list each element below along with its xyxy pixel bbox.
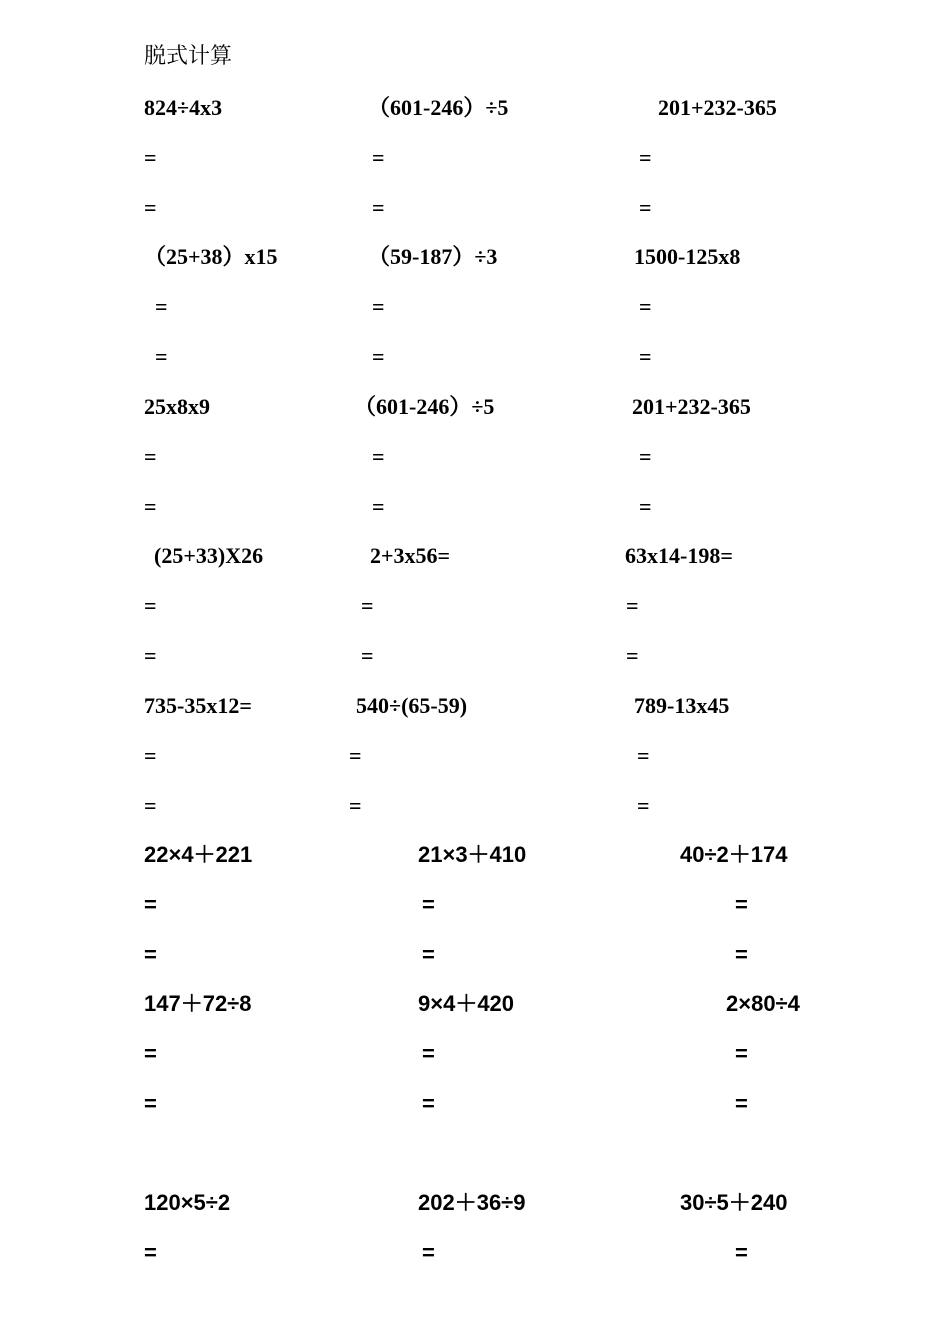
answer-line-equals: = <box>372 294 385 319</box>
answer-line-equals: = <box>372 145 385 170</box>
answer-line-equals: = <box>639 444 652 469</box>
problem-expression: 201+232-365 <box>658 95 777 120</box>
answer-line-equals: = <box>422 1240 435 1265</box>
problem-expression: 147＋72÷8 <box>144 991 252 1016</box>
problem-expression: 824÷4x3 <box>144 95 223 120</box>
answer-line-equals: = <box>372 444 385 469</box>
answer-line-equals: = <box>735 942 748 967</box>
answer-line-equals: = <box>735 1041 748 1066</box>
problem-expression: 202＋36÷9 <box>418 1190 526 1215</box>
answer-line-equals: = <box>144 942 157 967</box>
problem-expression: （601-246）÷5 <box>368 95 509 120</box>
page-title: 脱式计算 <box>144 44 233 69</box>
answer-line-equals: = <box>144 195 157 220</box>
answer-line-equals: = <box>626 643 639 668</box>
problem-expression: （59-187）÷3 <box>368 244 498 269</box>
problem-expression: 9×4＋420 <box>418 991 515 1016</box>
problem-expression: 1500-125x8 <box>634 244 741 269</box>
answer-line-equals: = <box>372 494 385 519</box>
problem-expression: 2×80÷4 <box>726 991 800 1016</box>
answer-line-equals: = <box>735 1091 748 1116</box>
answer-line-equals: = <box>144 145 157 170</box>
answer-line-equals: = <box>144 793 157 818</box>
problem-expression: （25+38）x15 <box>144 244 278 269</box>
problem-expression: 30÷5＋240 <box>680 1190 788 1215</box>
answer-line-equals: = <box>637 793 650 818</box>
problem-expression: 789-13x45 <box>634 693 730 718</box>
problem-expression: 21×3＋410 <box>418 842 527 867</box>
problem-expression: 22×4＋221 <box>144 842 253 867</box>
problem-expression: 735-35x12= <box>144 693 252 718</box>
answer-line-equals: = <box>422 942 435 967</box>
problem-expression: 63x14-198= <box>625 543 733 568</box>
answer-line-equals: = <box>349 743 362 768</box>
answer-line-equals: = <box>144 593 157 618</box>
answer-line-equals: = <box>639 294 652 319</box>
answer-line-equals: = <box>639 344 652 369</box>
answer-line-equals: = <box>422 892 435 917</box>
answer-line-equals: = <box>144 892 157 917</box>
answer-line-equals: = <box>155 294 168 319</box>
answer-line-equals: = <box>422 1091 435 1116</box>
answer-line-equals: = <box>361 593 374 618</box>
answer-line-equals: = <box>144 1041 157 1066</box>
answer-line-equals: = <box>637 743 650 768</box>
answer-line-equals: = <box>144 743 157 768</box>
problem-expression: 2+3x56= <box>370 543 451 568</box>
answer-line-equals: = <box>639 494 652 519</box>
problem-expression: 540÷(65-59) <box>356 693 468 718</box>
problem-expression: 25x8x9 <box>144 394 210 419</box>
problem-expression: 120×5÷2 <box>144 1190 231 1215</box>
problem-expression: 201+232-365 <box>632 394 751 419</box>
answer-line-equals: = <box>639 145 652 170</box>
answer-line-equals: = <box>144 1091 157 1116</box>
answer-line-equals: = <box>144 444 157 469</box>
answer-line-equals: = <box>144 494 157 519</box>
problem-expression: 40÷2＋174 <box>680 842 788 867</box>
answer-line-equals: = <box>639 195 652 220</box>
answer-line-equals: = <box>422 1041 435 1066</box>
answer-line-equals: = <box>372 195 385 220</box>
answer-line-equals: = <box>361 643 374 668</box>
answer-line-equals: = <box>735 892 748 917</box>
answer-line-equals: = <box>372 344 385 369</box>
answer-line-equals: = <box>144 1240 157 1265</box>
answer-line-equals: = <box>626 593 639 618</box>
answer-line-equals: = <box>155 344 168 369</box>
answer-line-equals: = <box>349 793 362 818</box>
problem-expression: (25+33)X26 <box>154 543 264 568</box>
answer-line-equals: = <box>735 1240 748 1265</box>
problem-expression: （601-246）÷5 <box>354 394 495 419</box>
answer-line-equals: = <box>144 643 157 668</box>
